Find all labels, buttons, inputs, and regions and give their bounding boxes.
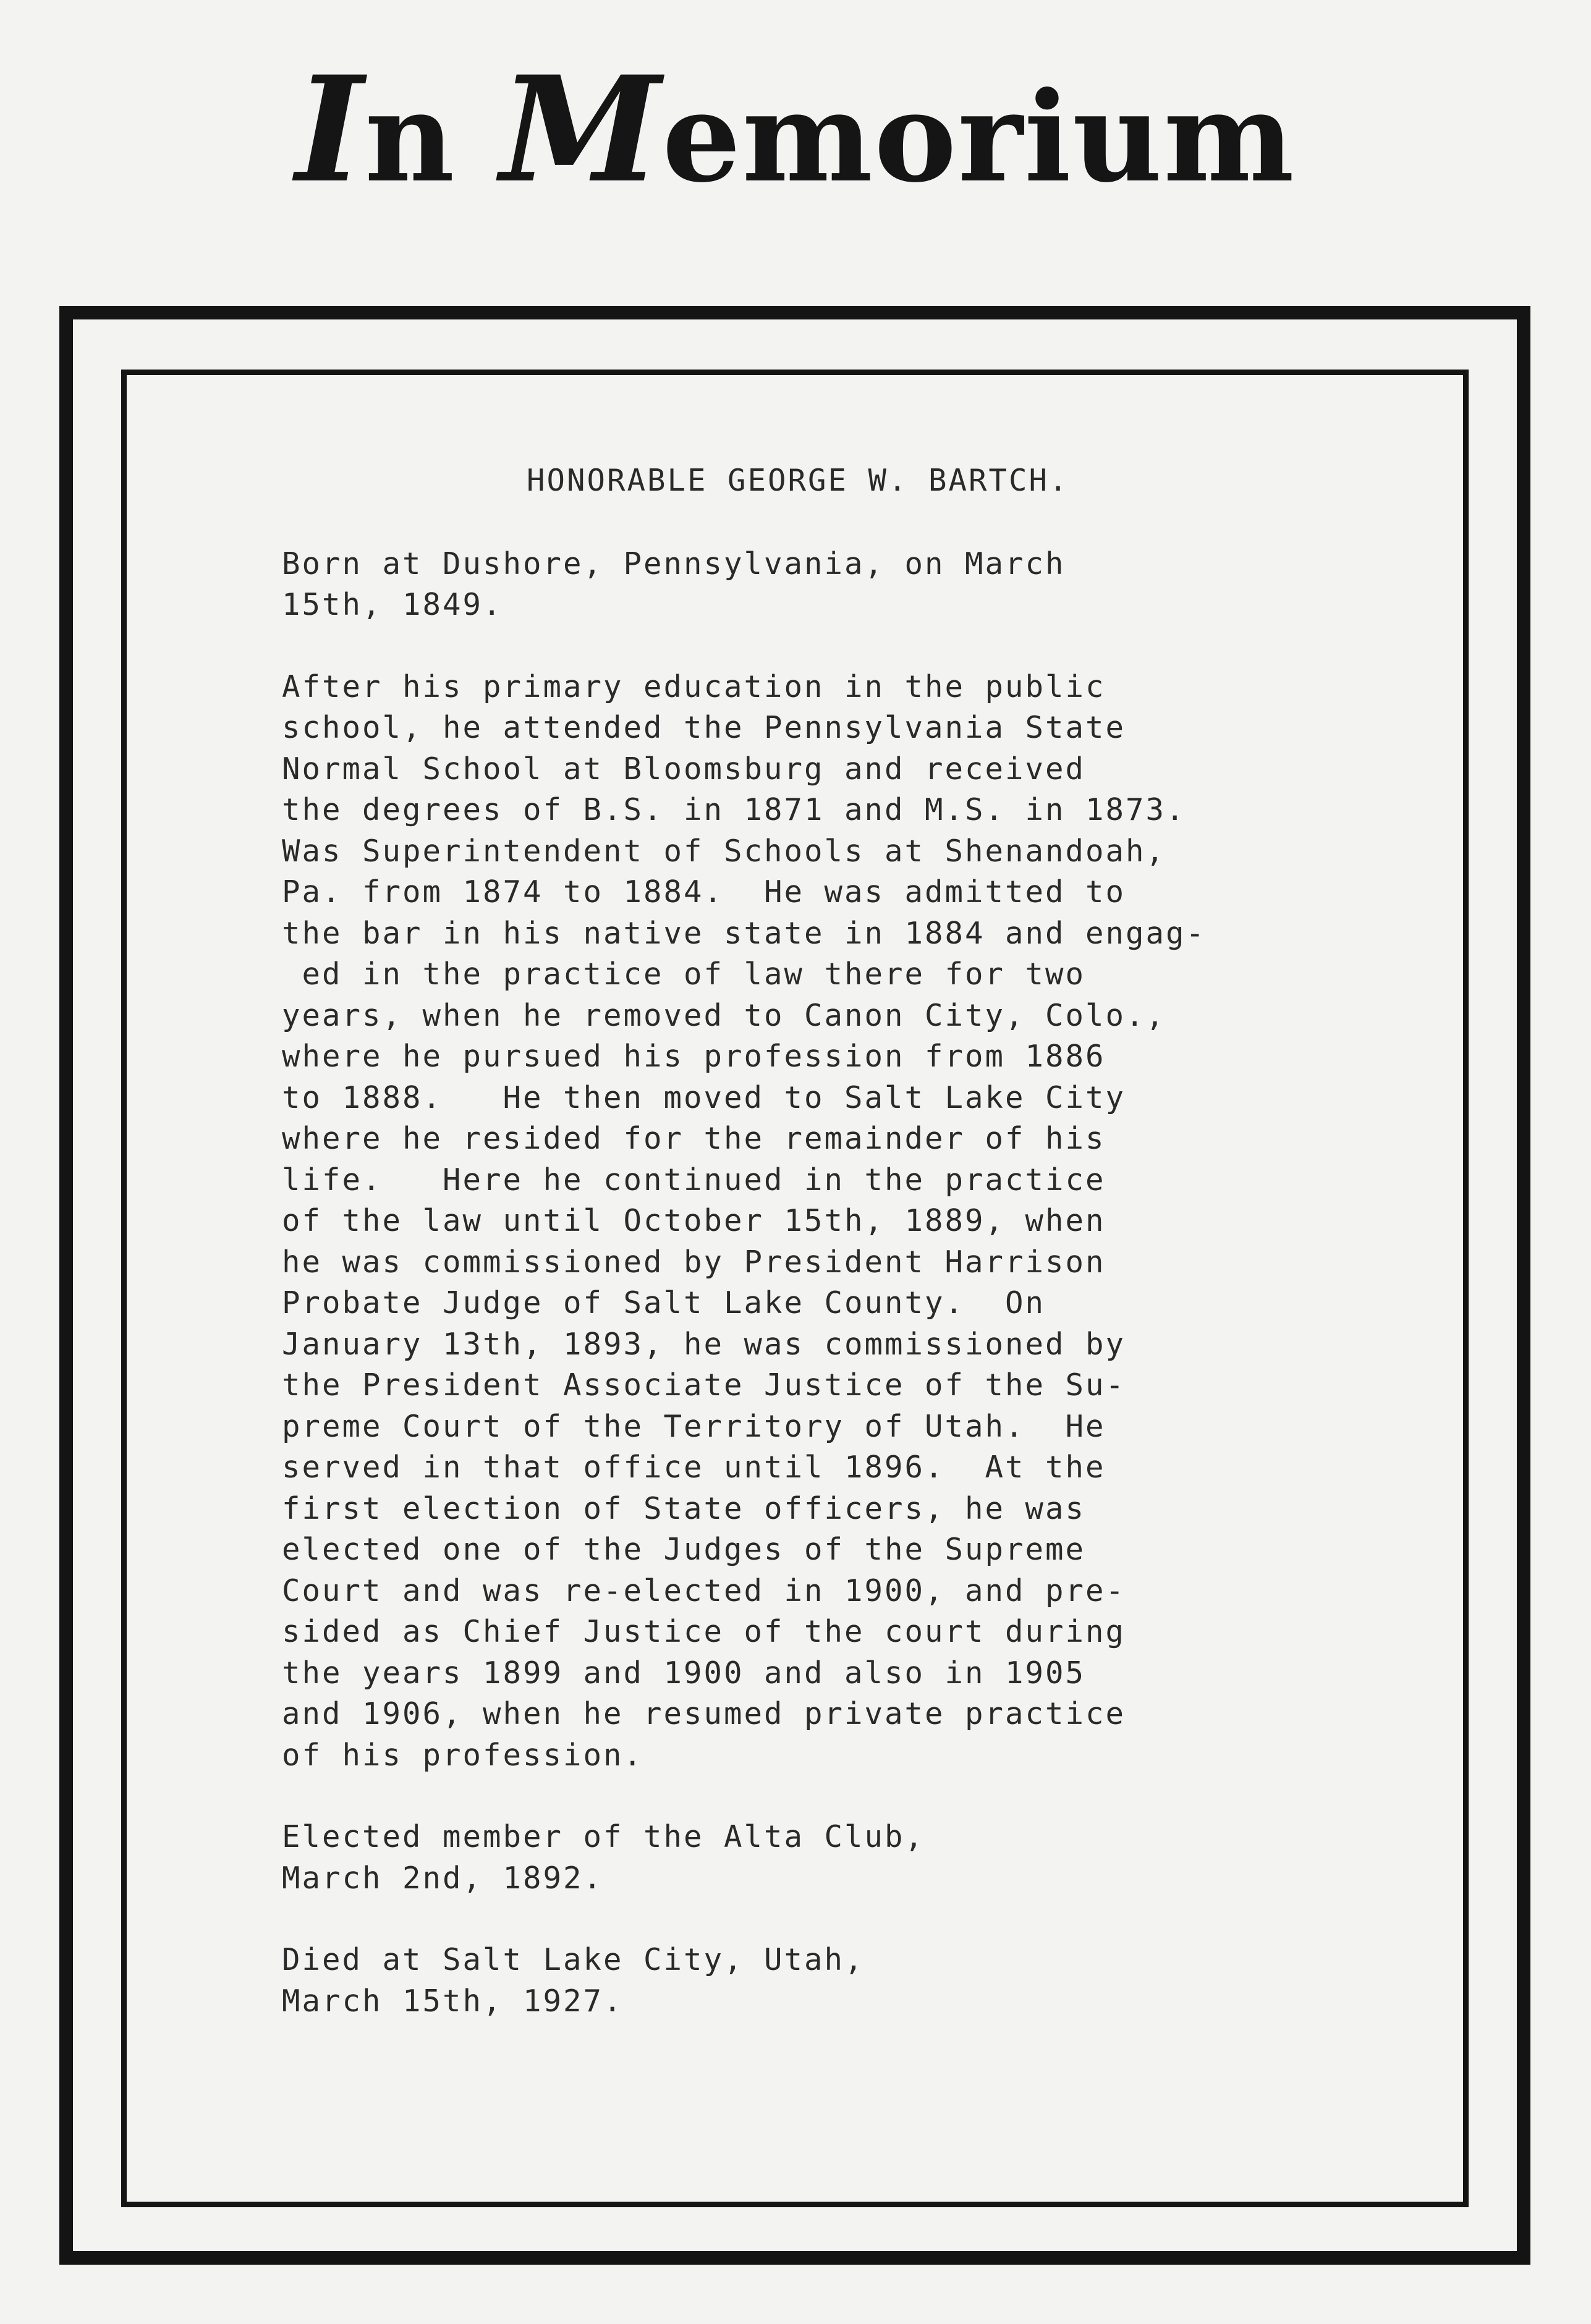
text-line: of the law until October 15th, 1889, when [282,1203,1106,1238]
club-paragraph [282,1817,1444,1899]
text-line: elected one of the Judges of the Supreme [282,1532,1086,1567]
text-line: of his profession. [282,1737,644,1773]
text-line: the degrees of B.S. in 1871 and M.S. in 1873. [282,792,1186,827]
text-line: served in that office until 1896. At the [282,1450,1106,1485]
text-line: where he resided for the remainder of his [282,1121,1106,1156]
memorial-text [282,460,1444,2063]
text-line: to 1888. He then moved to Salt Lake City [282,1080,1126,1115]
text-line: Died at Salt Lake City, Utah, [282,1942,865,1977]
text-line: sided as Chief Justice of the court during [282,1614,1126,1649]
in-memorium-heading [0,44,1591,215]
text-line: Born at Dushore, Pennsylvania, on March [282,546,1066,581]
heading-word-in-rest: n [365,65,456,210]
career-paragraph [282,667,1444,1777]
text-line: March 2nd, 1892. [282,1860,604,1896]
text-line: ed in the practice of law there for two [282,957,1086,992]
text-line: the years 1899 and 1900 and also in 1905 [282,1655,1086,1691]
text-line: preme Court of the Territory of Utah. He [282,1408,1106,1444]
text-line: Normal School at Bloomsburg and received [282,751,1086,787]
text-line: Probate Judge of Salt Lake County. On [282,1285,1046,1320]
text-line: Pa. from 1874 to 1884. He was admitted to [282,874,1126,910]
text-line: January 13th, 1893, he was commissioned by [282,1326,1126,1362]
text-line: Was Superintendent of Schools at Shenandoah, [282,833,1166,869]
heading-initial-i: I [295,44,365,215]
heading-initial-m: M [500,44,663,215]
text-line: where he pursued his profession from 1886 [282,1039,1106,1074]
death-paragraph [282,1940,1444,2022]
heading-word-memorium-rest: emorium [662,65,1296,210]
text-line: he was commissioned by President Harrison [282,1244,1106,1280]
text-line: first election of State officers, he was [282,1490,1086,1526]
text-line: 15th, 1849. [282,587,503,622]
text-line: years, when he removed to Canon City, Colo., [282,997,1166,1033]
text-line: the President Associate Justice of the Su- [282,1367,1126,1403]
text-line: and 1906, when he resumed private practice [282,1696,1126,1731]
subject-name: HONORABLE GEORGE W. BARTCH. [527,463,1069,498]
text-line: the bar in his native state in 1884 and engag- [282,915,1207,951]
text-line: Elected member of the Alta Club, [282,1819,925,1854]
birth-paragraph [282,544,1444,626]
text-line: March 15th, 1927. [282,1983,624,2019]
text-line: life. Here he continued in the practice [282,1162,1106,1198]
text-line: Court and was re-elected in 1900, and pre- [282,1573,1126,1608]
text-line: school, he attended the Pennsylvania State [282,710,1126,745]
text-line: After his primary education in the public [282,669,1106,704]
